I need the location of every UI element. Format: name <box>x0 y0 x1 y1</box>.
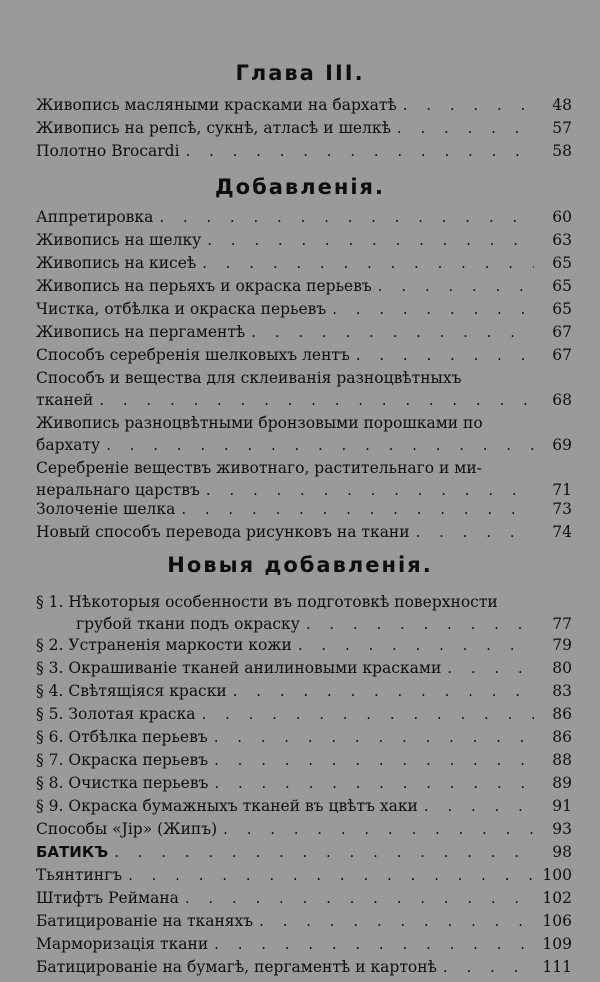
entry-page: 68 <box>552 391 572 409</box>
entry-title: Тьянтингъ <box>36 866 123 884</box>
toc-entry <box>36 933 572 955</box>
toc-entry <box>36 498 572 520</box>
entry-page: 106 <box>542 912 572 930</box>
toc-entry-multiline <box>36 457 572 501</box>
entry-title: Живопись на кисеѣ <box>36 254 197 272</box>
entry-title: Живопись на перьяхъ и окраска перьевъ <box>36 277 372 295</box>
entry-title: Золоченіе шелка <box>36 500 176 518</box>
entry-page: 109 <box>542 935 572 953</box>
entry-title: Аппретировка <box>36 208 154 226</box>
entry-page: 89 <box>552 774 572 792</box>
toc-entry <box>36 795 572 817</box>
entry-title: Способы «Jip» (Жипъ) <box>36 820 218 838</box>
entry-title: Живопись на шелку <box>36 231 202 249</box>
entry-title: § 5. Золотая краска <box>36 705 196 723</box>
entry-title: Чистка, отбѣлка и окраска перьевъ <box>36 300 327 318</box>
toc-entry-multiline <box>36 591 572 635</box>
entry-page: 57 <box>552 119 572 137</box>
entry-page: 77 <box>552 615 572 633</box>
toc-entry-multiline <box>36 412 572 456</box>
entry-title: бархату <box>36 436 101 454</box>
entry-page: 65 <box>552 300 572 318</box>
entry-title: БАТИКЪ <box>36 843 109 861</box>
entry-page: 86 <box>552 705 572 723</box>
entry-title: Батицированіе на бумагѣ, пергаментѣ и картонѣ <box>36 958 437 976</box>
chapter-3-heading: Глава III. <box>235 61 365 85</box>
entry-title: Способъ серебренія шелковыхъ лентъ <box>36 346 350 364</box>
toc-entry <box>36 117 572 139</box>
entry-title: Живопись на пергаментѣ <box>36 323 246 341</box>
entry-title: § 4. Свѣтящіяся краски <box>36 682 227 700</box>
entry-page: 98 <box>552 843 572 861</box>
entry-title-line1: Серебреніе веществъ животнаго, растительнаго и ми- <box>36 459 482 477</box>
toc-entry <box>36 206 572 228</box>
entry-page: 65 <box>552 277 572 295</box>
entry-page: 67 <box>552 346 572 364</box>
entry-title-line1: Живопись разноцвѣтными бронзовыми порошками по <box>36 414 483 432</box>
toc-entry <box>36 864 572 886</box>
entry-page: 48 <box>552 96 572 114</box>
entry-title: тканей <box>36 391 94 409</box>
entry-title: Полотно Brocardi <box>36 142 180 160</box>
entry-title: Новый способъ перевода рисунковъ на ткани <box>36 523 410 541</box>
entry-title-line1: § 1. Нѣкоторыя особенности въ подготовкѣ поверхности <box>36 593 498 611</box>
toc-entry <box>36 94 572 116</box>
addenda-heading: Добавленія. <box>214 175 386 199</box>
entry-title: грубой ткани подъ окраску <box>76 615 300 633</box>
entry-title: Марморизація ткани <box>36 935 209 953</box>
entry-page: 58 <box>552 142 572 160</box>
entry-page: 111 <box>542 958 572 976</box>
toc-entry <box>36 634 572 656</box>
entry-page: 63 <box>552 231 572 249</box>
entry-title: Живопись масляными красками на бархатѣ <box>36 96 397 114</box>
entry-page: 88 <box>552 751 572 769</box>
toc-entry-multiline <box>36 367 572 411</box>
entry-title: § 9. Окраска бумажныхъ тканей въ цвѣтъ хаки <box>36 797 418 815</box>
toc-entry <box>36 521 572 543</box>
toc-entry <box>36 229 572 251</box>
entry-title: § 6. Отбѣлка перьевъ <box>36 728 208 746</box>
toc-entry <box>36 321 572 343</box>
entry-page: 67 <box>552 323 572 341</box>
entry-title: § 3. Окрашиваніе тканей анилиновыми красками <box>36 659 442 677</box>
entry-title: Живопись на репсѣ, сукнѣ, атласѣ и шелкѣ <box>36 119 391 137</box>
entry-page: 71 <box>552 481 572 499</box>
toc-entry <box>36 680 572 702</box>
toc-entry <box>36 344 572 366</box>
toc-entry <box>36 772 572 794</box>
entry-page: 65 <box>552 254 572 272</box>
toc-entry <box>36 841 572 863</box>
entry-title: Батицированіе на тканяхъ <box>36 912 254 930</box>
entry-title-line1: Способъ и вещества для склеиванія разноцвѣтныхъ <box>36 369 462 387</box>
toc-entry <box>36 252 572 274</box>
toc-entry <box>36 298 572 320</box>
entry-page: 91 <box>552 797 572 815</box>
toc-entry <box>36 275 572 297</box>
entry-page: 60 <box>552 208 572 226</box>
toc-entry <box>36 726 572 748</box>
entry-title: § 2. Устраненія маркости кожи <box>36 636 292 654</box>
entry-page: 80 <box>552 659 572 677</box>
entry-page: 100 <box>542 866 572 884</box>
toc-entry <box>36 140 572 162</box>
entry-title: § 8. Очистка перьевъ <box>36 774 209 792</box>
entry-page: 69 <box>552 436 572 454</box>
toc-entry <box>36 818 572 840</box>
entry-page: 93 <box>552 820 572 838</box>
entry-title: Штифтъ Реймана <box>36 889 179 907</box>
entry-title: неральнаго царствъ <box>36 481 200 499</box>
entry-page: 102 <box>542 889 572 907</box>
toc-entry <box>36 749 572 771</box>
toc-entry <box>36 956 572 978</box>
toc-entry <box>36 657 572 679</box>
entry-page: 73 <box>552 500 572 518</box>
new-addenda-heading: Новыя добавленія. <box>167 553 433 577</box>
toc-entry <box>36 703 572 725</box>
entry-title: § 7. Окраска перьевъ <box>36 751 209 769</box>
toc-entry <box>36 910 572 932</box>
toc-entry <box>36 887 572 909</box>
entry-page: 79 <box>552 636 572 654</box>
entry-page: 83 <box>552 682 572 700</box>
entry-page: 74 <box>552 523 572 541</box>
entry-page: 86 <box>552 728 572 746</box>
